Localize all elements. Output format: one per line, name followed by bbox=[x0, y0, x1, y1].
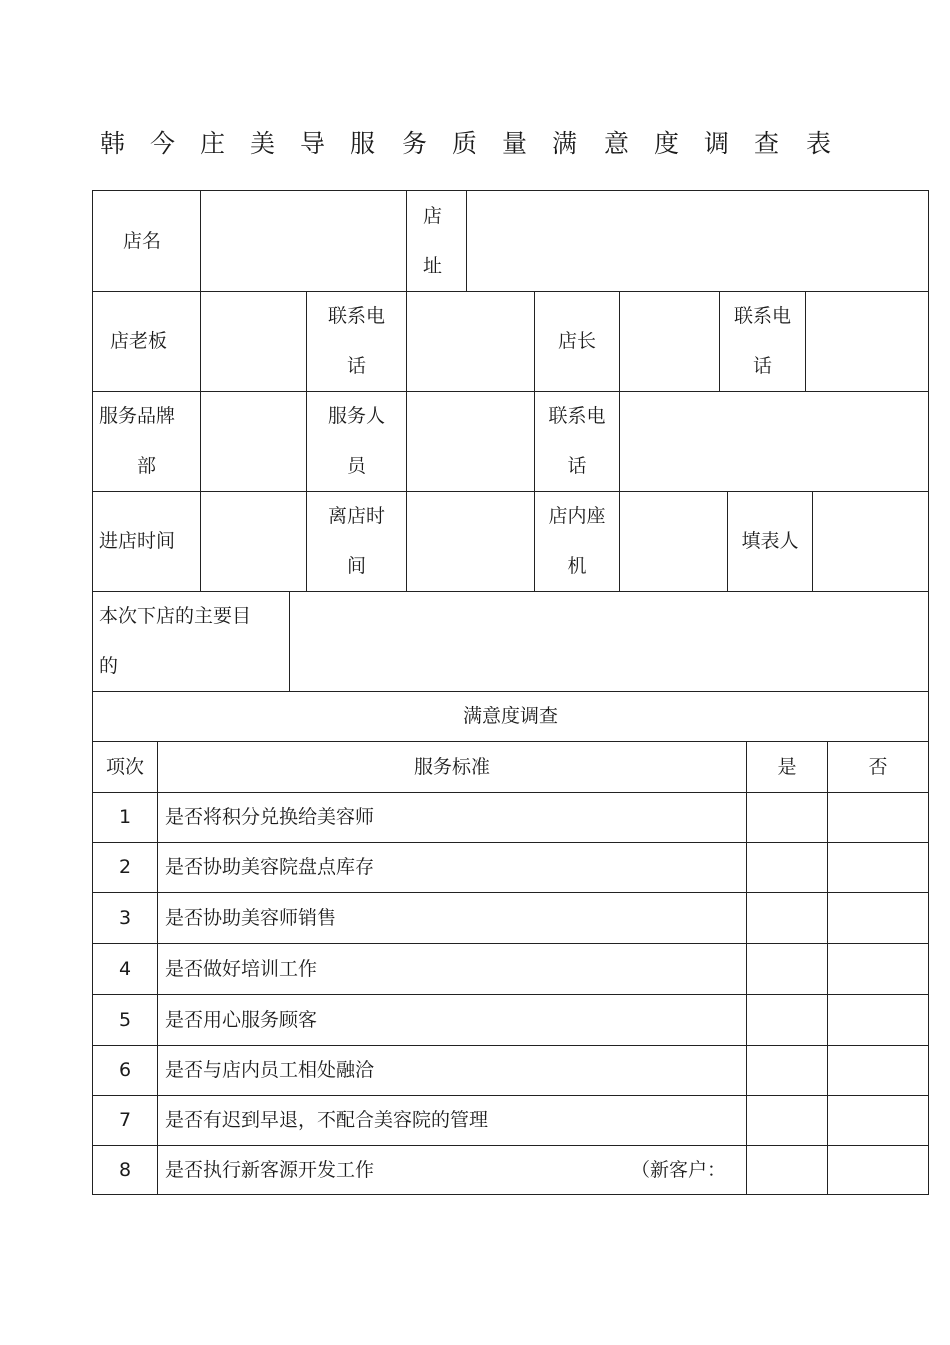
enter-time-label: 进店时间 bbox=[93, 491, 201, 591]
leave-time-field[interactable] bbox=[407, 491, 535, 591]
title-char: 意 bbox=[604, 129, 630, 158]
landline-field[interactable] bbox=[620, 491, 728, 591]
label-line: 话 bbox=[752, 355, 772, 377]
staff-field[interactable] bbox=[407, 391, 535, 491]
owner-row bbox=[93, 291, 928, 392]
filler-label: 填表人 bbox=[728, 491, 813, 591]
label-line: 店内座 bbox=[548, 505, 606, 527]
yes-checkbox-cell[interactable] bbox=[747, 892, 828, 943]
row-number: 5 bbox=[93, 994, 158, 1045]
purpose-label bbox=[93, 591, 290, 691]
yes-checkbox-cell[interactable] bbox=[747, 943, 828, 994]
title-char: 质 bbox=[452, 129, 478, 158]
shop-row bbox=[93, 191, 928, 292]
no-checkbox-cell[interactable] bbox=[828, 994, 928, 1045]
label-line: 本次下店的主要目 bbox=[99, 605, 252, 627]
no-checkbox-cell[interactable] bbox=[828, 892, 928, 943]
purpose-row bbox=[93, 591, 928, 692]
col-standard-header: 服务标准 bbox=[158, 741, 747, 792]
label-line: 员 bbox=[346, 455, 366, 477]
owner-label: 店老板 bbox=[93, 291, 201, 391]
row-standard: 是否协助美容师销售 bbox=[158, 892, 747, 943]
row-standard bbox=[158, 1145, 747, 1194]
title-char: 查 bbox=[754, 129, 780, 158]
row-number: 6 bbox=[93, 1045, 158, 1095]
no-checkbox-cell[interactable] bbox=[828, 1095, 928, 1145]
time-row bbox=[93, 491, 928, 592]
owner-field[interactable] bbox=[201, 291, 307, 391]
staff-label bbox=[307, 391, 407, 491]
label-line: 店 bbox=[423, 205, 443, 227]
survey-section-row bbox=[93, 691, 928, 742]
label-line: 联系电 bbox=[733, 305, 791, 327]
row-number: 4 bbox=[93, 943, 158, 994]
title-char: 度 bbox=[654, 129, 680, 158]
yes-checkbox-cell[interactable] bbox=[747, 792, 828, 842]
row-standard: 是否用心服务顾客 bbox=[158, 994, 747, 1045]
row-standard: 是否与店内员工相处融洽 bbox=[158, 1045, 747, 1095]
label-line: 的 bbox=[99, 655, 119, 677]
manager-label: 店长 bbox=[535, 291, 620, 391]
yes-checkbox-cell[interactable] bbox=[747, 1145, 828, 1194]
title-char: 表 bbox=[806, 129, 832, 158]
col-no-header: 项次 bbox=[93, 741, 158, 792]
owner-phone-field[interactable] bbox=[407, 291, 535, 391]
table-row bbox=[93, 1045, 928, 1096]
manager-phone-field[interactable] bbox=[806, 291, 928, 391]
label-line: 机 bbox=[567, 555, 587, 577]
row-standard: 是否协助美容院盘点库存 bbox=[158, 842, 747, 892]
label-line: 址 bbox=[423, 255, 443, 277]
label-line: 部 bbox=[137, 455, 157, 477]
row-number: 2 bbox=[93, 842, 158, 892]
table-row bbox=[93, 1095, 928, 1146]
title-char: 韩 bbox=[100, 129, 126, 158]
shop-address-field[interactable] bbox=[467, 191, 928, 291]
table-row bbox=[93, 842, 928, 893]
survey-header-row bbox=[93, 741, 928, 793]
label-line: 联系电 bbox=[327, 305, 385, 327]
col-yes-header: 是 bbox=[747, 741, 828, 792]
label-line: 联系电 bbox=[548, 405, 606, 427]
no-checkbox-cell[interactable] bbox=[828, 792, 928, 842]
no-checkbox-cell[interactable] bbox=[828, 1145, 928, 1194]
service-row bbox=[93, 391, 928, 492]
shop-address-label bbox=[407, 191, 467, 291]
label-line: 服务人 bbox=[327, 405, 385, 427]
title-char: 庄 bbox=[200, 129, 226, 158]
table-row bbox=[93, 994, 928, 1046]
row-number: 8 bbox=[93, 1145, 158, 1194]
table-row bbox=[93, 892, 928, 944]
shop-name-label: 店名 bbox=[93, 191, 201, 291]
no-checkbox-cell[interactable] bbox=[828, 1045, 928, 1095]
title-char: 调 bbox=[704, 129, 730, 158]
row-number: 7 bbox=[93, 1095, 158, 1145]
table-row bbox=[93, 1145, 928, 1194]
owner-phone-label bbox=[307, 291, 407, 391]
title-char: 满 bbox=[552, 129, 578, 158]
yes-checkbox-cell[interactable] bbox=[747, 994, 828, 1045]
survey-form bbox=[92, 190, 929, 1195]
title-char: 量 bbox=[502, 129, 528, 158]
yes-checkbox-cell[interactable] bbox=[747, 1045, 828, 1095]
filler-field[interactable] bbox=[813, 491, 928, 591]
landline-label bbox=[535, 491, 620, 591]
label-line: 离店时 bbox=[327, 505, 385, 527]
row-number: 3 bbox=[93, 892, 158, 943]
row-standard: 是否将积分兑换给美容师 bbox=[158, 792, 747, 842]
row-number: 1 bbox=[93, 792, 158, 842]
no-checkbox-cell[interactable] bbox=[828, 943, 928, 994]
title-char: 导 bbox=[300, 129, 326, 158]
table-row bbox=[93, 943, 928, 995]
page-title bbox=[0, 126, 950, 166]
title-char: 今 bbox=[150, 129, 176, 158]
shop-name-field[interactable] bbox=[201, 191, 407, 291]
col-no-answer-header: 否 bbox=[868, 755, 888, 778]
label-line: 服务品牌 bbox=[99, 405, 176, 427]
row-standard: 是否做好培训工作 bbox=[158, 943, 747, 994]
table-row bbox=[93, 792, 928, 843]
title-char: 美 bbox=[250, 129, 276, 158]
row-standard: 是否有迟到早退，不配合美容院的管理 bbox=[158, 1095, 747, 1145]
brand-dept-label bbox=[93, 391, 201, 491]
leave-time-label bbox=[307, 491, 407, 591]
purpose-field[interactable] bbox=[290, 591, 928, 691]
row-standard-note: （新客户： bbox=[630, 1158, 726, 1181]
staff-phone-label bbox=[535, 391, 620, 491]
no-checkbox-cell[interactable] bbox=[828, 842, 928, 892]
manager-phone-label bbox=[720, 291, 806, 391]
manager-field[interactable] bbox=[620, 291, 720, 391]
label-line: 间 bbox=[346, 555, 366, 577]
row-standard-text: 是否执行新客源开发工作 bbox=[165, 1158, 375, 1181]
enter-time-field[interactable] bbox=[201, 491, 307, 591]
title-char: 务 bbox=[402, 129, 428, 158]
yes-checkbox-cell[interactable] bbox=[747, 842, 828, 892]
label-line: 话 bbox=[567, 455, 587, 477]
staff-phone-field[interactable] bbox=[620, 391, 928, 491]
yes-checkbox-cell[interactable] bbox=[747, 1095, 828, 1145]
survey-section-title: 满意度调查 bbox=[462, 705, 558, 727]
brand-dept-field[interactable] bbox=[201, 391, 307, 491]
title-char: 服 bbox=[350, 129, 376, 158]
label-line: 话 bbox=[346, 355, 366, 377]
